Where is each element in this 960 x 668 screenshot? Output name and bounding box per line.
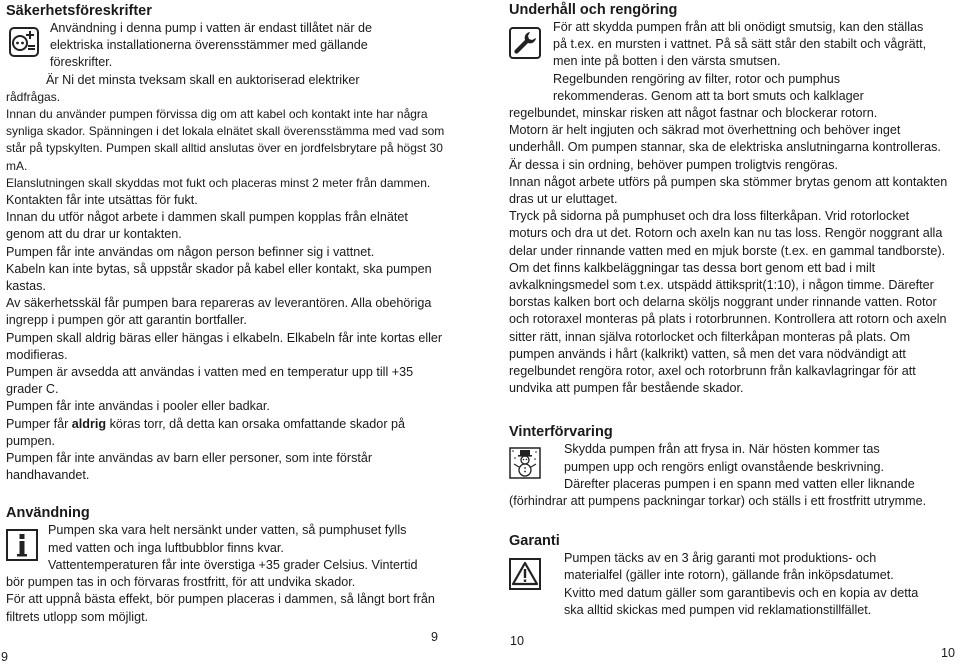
safety-heading: Säkerhetsföreskrifter — [6, 3, 152, 19]
snowman-icon — [509, 447, 541, 479]
info-icon — [6, 529, 38, 561]
warranty-line: ska alltid skickas med pumpen vid reklamationstillfället. — [564, 602, 872, 617]
safety-intro-line: Är Ni det minsta tveksam skall en auktoriserad elektriker — [46, 72, 360, 87]
winter-line: pumpen upp och rengörs enligt ovanstående beskrivning. — [564, 459, 884, 474]
safety-paragraph: Pumpen är avsedda att användas i vatten med en temperatur upp till +35 grader C. — [6, 365, 414, 397]
safety-paragraph: Pumpen får inte användas i pooler eller badkar. — [6, 399, 270, 414]
page-number: 9 — [1, 650, 9, 664]
electrical-outlet-icon — [8, 26, 40, 58]
safety-paragraph: Av säkerhetsskäl får pumpen bara repareras av leverantören. Alla obehöriga ingrepp i pumpen gör att garantin bortfaller. — [6, 296, 432, 328]
safety-paragraph: Elanslutningen skall skyddas mot fukt och placeras minst 2 meter från dammen. — [6, 175, 431, 190]
safety-paragraph: Pumpen får inte användas om någon person befinner sig i vattnet. — [6, 244, 375, 259]
winter-heading: Vinterförvaring — [509, 424, 613, 441]
left-column — [6, 0, 446, 626]
maintenance-paragraph: Tryck på sidorna på pumphuset och dra loss filterkåpan. Vrid rotorlocket moturs och dra ut det. Rotorn och axeln kan nu tas loss. Rengör noggrant alla delar under rinnande vatten med en mjuk borste (t.ex. en gammal tandborste). Om det finns kalkbeläggningar tas dessa bort genom ett bad i milt avkalkningsmedel som t.ex. utspädd ättiksprit(1:10), i någon timme. Därefter borstas kalken bort och delarna sköljs noggrant under rinnande vatten. Rotor och rotoraxel monteras på plats i rotorbrunnen. Kontrollera att rotorn och axeln sitter rätt, innan själva rotorlocket och filterkåpan monteras på plats. Om pumpen används i hårt (kalkrikt) vatten, så men det vara nödvändigt att regelbundet rengöra rotor, axel och rotorbrunn från kalkavlagringar för att undvika att pumpen får bestående skador. — [509, 209, 947, 396]
safety-paragraph: Kabeln kan inte bytas, så uppstår skador på kabel eller kontakt, ska pumpen kastas. — [6, 261, 432, 294]
page-number: 10 — [510, 634, 525, 648]
electrical-outlet-icon — [8, 26, 40, 58]
warranty-line: materialfel (gäller inte rotorn), gällande från inköpsdatumet. — [564, 568, 894, 583]
safety-intro-line: Användning i denna pump i vatten är endast tillåtet när de — [50, 21, 373, 35]
winter-line: Skydda pumpen från att frysa in. När hösten kommer tas — [564, 442, 880, 457]
snowman-icon — [509, 447, 541, 479]
usage-line: Pumpen ska vara helt nersänkt under vatten, så pumphuset fylls — [48, 523, 407, 538]
page-number: 10 — [941, 646, 956, 660]
right-column — [509, 0, 949, 619]
safety-paragraph: Pumpen får inte användas av barn eller personer, som inte förstår handhavandet. — [6, 451, 373, 483]
safety-paragraph: Pumpen skall aldrig bäras eller hängas i elkabeln. Elkabeln får inte kortas eller modifieras. — [6, 330, 443, 362]
safety-intro-line: föreskrifter. — [50, 55, 113, 70]
warning-triangle-icon — [509, 558, 541, 590]
maintenance-line: För att skydda pumpen från att bli onödigt smutsig, kan den ställas — [553, 20, 924, 34]
usage-line: med vatten och inga luftbubblor finns kvar. — [48, 540, 284, 555]
warranty-heading: Garanti — [509, 533, 560, 550]
maintenance-line: rekommenderas. Genom att ta bort smuts och kalklager — [553, 88, 864, 103]
maintenance-paragraph: Innan något arbete utförs på pumpen ska stömmer brytas genom att kontakten dras ut ur eluttaget. — [509, 174, 948, 207]
safety-paragraph: Kontakten får inte utsättas för fukt. — [6, 193, 198, 208]
maintenance-heading: Underhåll och rengöring — [509, 2, 678, 18]
warranty-line: Pumpen täcks av en 3 årig garanti mot produktions- och — [564, 551, 877, 566]
emphasis-never: aldrig — [71, 416, 107, 431]
safety-paragraph: Innan du använder pumpen förvissa dig om att kabel och kontakt inte har några synliga skador. Spänningen i det lokala elnätet skall överensstämma med vad som står på typskylten. Pumpen skall alltid anslutas över en jordfelsbrytare på högst 30 mA. — [6, 107, 445, 173]
usage-line: Vattentemperaturen får inte överstiga +35 grader Celsius. Vintertid — [48, 557, 418, 572]
safety-paragraph: Innan du utför något arbete i dammen skall pumpen kopplas från elnätet genom att du drar ur kontakten. — [6, 210, 408, 242]
winter-paragraph: (förhindrar att pumpens packningar torkar) och ställs i ett frostfritt utrymme. — [509, 494, 927, 509]
info-icon — [6, 529, 38, 561]
warning-triangle-icon — [509, 558, 541, 590]
usage-paragraph: bör pumpen tas in och förvaras frostfritt, för att undvika skador. — [6, 575, 356, 590]
wrench-icon — [509, 27, 541, 59]
safety-paragraph: rådfrågas. — [6, 89, 61, 104]
page-number: 9 — [431, 630, 439, 644]
usage-heading: Användning — [6, 505, 90, 522]
usage-paragraph: För att uppnå bästa effekt, bör pumpen placeras i dammen, så långt bort från filtrets utlopp som möjligt. — [6, 592, 435, 624]
maintenance-line: på t.ex. en mursten i vattnet. På så sätt står den stabilt och vågrätt, — [553, 37, 927, 52]
safety-dry-run: Pumper får aldrig köras torr, då detta kan orsaka omfattande skador på pumpen. — [6, 416, 406, 448]
winter-line: Därefter placeras pumpen i en spann med vatten eller liknande — [564, 476, 915, 491]
maintenance-paragraph: regelbundet, minskar risken att något fastnar och blockerar rotorn. — [509, 106, 878, 121]
wrench-icon — [509, 27, 541, 59]
maintenance-paragraph: Motorn är helt ingjuten och säkrad mot överhettning och behöver inget underhåll. Om pumpen stannar, ska de elektriska anslutningarna kontrolleras. Är dessa i sin ordning, behöver pumpen troligtvis rengöras. — [509, 123, 941, 172]
maintenance-line: Regelbunden rengöring av filter, rotor och pumphus — [553, 71, 841, 86]
warranty-line: Kvitto med datum gäller som garantibevis och en kopia av detta — [564, 585, 919, 600]
maintenance-line: men inte på botten i den värsta smutsen. — [553, 54, 781, 69]
safety-intro-line: elektriska installationerna överensstämmer med gällande — [50, 38, 368, 53]
